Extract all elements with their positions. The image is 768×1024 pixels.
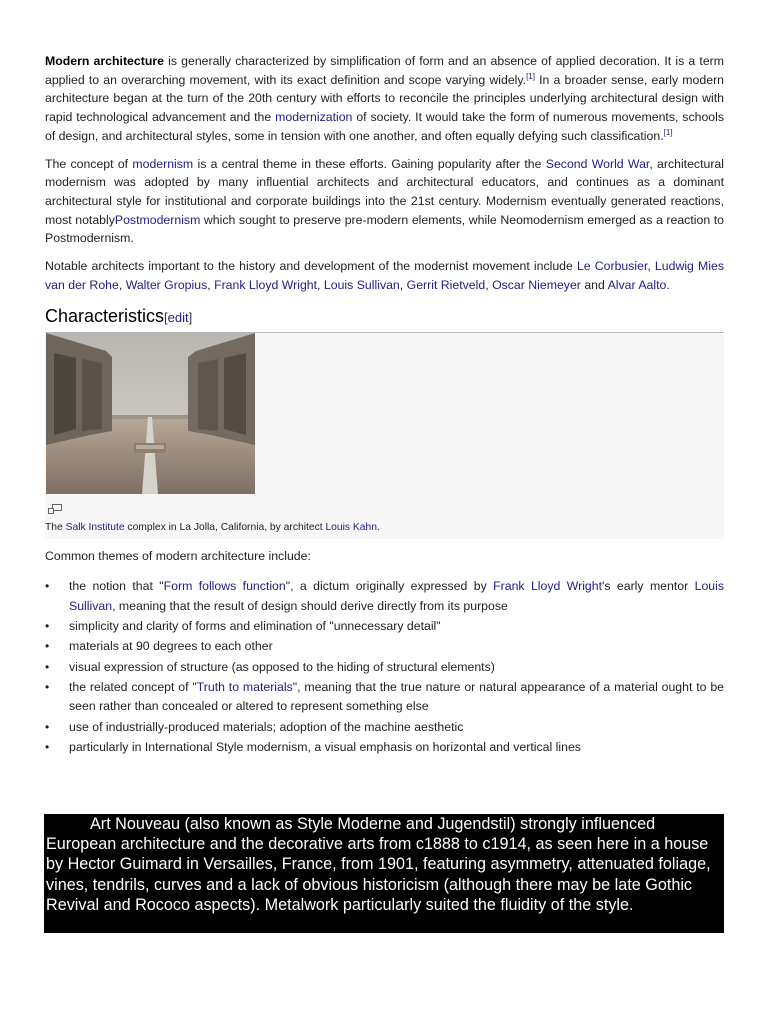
link-architect[interactable]: Le Corbusier: [576, 259, 648, 274]
link-architect[interactable]: Louis Sullivan: [323, 277, 400, 292]
section-title: Characteristics: [45, 306, 165, 327]
modernism-paragraph: [45, 155, 724, 249]
list-item: [45, 577, 724, 616]
caption-text: .: [376, 522, 380, 534]
caption-text: The: [45, 522, 66, 534]
link-second-world-war[interactable]: Second World War: [545, 156, 650, 171]
item-text: , meaning that the result of design should derive directly from its purpose: [112, 598, 508, 613]
link-architect[interactable]: Alvar Aalto: [607, 277, 667, 292]
edit-bracket-open: [: [164, 310, 168, 326]
article-body: [45, 52, 724, 758]
enlarge-icon[interactable]: [48, 504, 62, 514]
edit-section: [164, 310, 192, 325]
list-item: [45, 617, 724, 636]
item-text: particularly in International Style modernism, a visual emphasis on horizontal and vertical lines: [69, 739, 581, 754]
section-heading: [45, 303, 724, 333]
salk-institute-photo[interactable]: [46, 333, 255, 494]
list-item: [45, 738, 724, 757]
link-truth-to-materials[interactable]: Truth to materials: [196, 679, 293, 694]
figure-caption: [45, 522, 380, 533]
modernism-text-1: The concept of: [45, 156, 133, 171]
item-text: ", meaning that the true nature or natural appearance of a material ought to be seen rather than concealed or altered to represent something else: [69, 679, 724, 714]
item-text: simplicity and clarity of forms and elimination of "unnecessary detail": [69, 619, 441, 634]
item-text: 's early mentor: [602, 579, 695, 594]
list-item: [45, 658, 724, 677]
bullet: •: [45, 739, 50, 754]
intro-text-3: of society. It would take the form of numerous movements, schools of design, and architectural styles, some in tension with one another, and often equally defying such classification.: [45, 110, 725, 143]
art-nouveau-text: Art Nouveau (also known as Style Moderne and Jugendstil) strongly influenced European architecture and the decorative arts from c1888 to c1914, as seen here in a house by Hector Guimard in Versailles, France, from 1901, featuring asymmetry, attenuated foliage, vines, tendrils, curves and a lack of obvious historicism (although there may be late Gothic Revival and Rococo aspects). Metalwork particularly suited the fluidity of the style.: [46, 815, 711, 914]
item-text: visual expression of structure (as opposed to the hiding of structural elements): [69, 659, 495, 674]
bullet: •: [45, 639, 50, 654]
themes-list: [45, 577, 724, 757]
edit-link[interactable]: edit: [167, 310, 189, 326]
link-architect[interactable]: Oscar Niemeyer: [492, 277, 581, 292]
link-form-follows-function[interactable]: Form follows function: [163, 579, 286, 594]
themes-intro: Common themes of modern architecture include:: [45, 549, 311, 564]
item-text: the related concept of ": [69, 679, 197, 694]
link-postmodernism[interactable]: Postmodernism: [114, 212, 201, 227]
bold-term: Modern architecture: [45, 54, 164, 68]
bullet: •: [45, 679, 50, 694]
link-architect[interactable]: Frank Lloyd Wright: [214, 277, 318, 292]
reference-link[interactable]: [1]: [663, 127, 673, 137]
sentence-end: .: [666, 277, 670, 292]
item-text: the notion that ": [69, 579, 164, 594]
figure: [45, 333, 724, 539]
link-frank-lloyd-wright[interactable]: Frank Lloyd Wright: [493, 579, 603, 594]
link-salk-institute[interactable]: Salk Institute: [65, 522, 125, 534]
intro-paragraph: [45, 52, 724, 146]
link-louis-kahn[interactable]: Louis Kahn: [325, 522, 377, 534]
link-modernism[interactable]: modernism: [132, 156, 194, 171]
modernism-text-2: is a central theme in these efforts. Gaining popularity after the: [193, 156, 546, 171]
architects-text: Notable architects important to the history and development of the modernist movement include: [45, 259, 577, 274]
bullet: •: [45, 719, 50, 734]
bullet: •: [45, 579, 50, 594]
intro-text-1: is generally characterized by simplification of form and an absence of applied decoration. It is a term applied to an overarching movement, with its exact definition and scope varying widely.: [45, 54, 724, 87]
bullet: •: [45, 659, 50, 674]
architects-paragraph: Notable architects important to the history and development of the modernist movement include Le Corbusier, Ludwig Mies van der Rohe, Walter Gropius, Frank Lloyd Wright, Louis Sullivan, Gerrit Rietveld, Oscar Niemeyer and Alvar Aalto.: [45, 259, 724, 292]
list-item: [45, 678, 724, 717]
joiner-and: and: [580, 277, 608, 292]
list-item: [45, 718, 724, 737]
link-louis-sullivan[interactable]: Louis Sullivan: [69, 579, 725, 613]
item-text: use of industrially-produced materials; adoption of the machine aesthetic: [69, 719, 464, 734]
intro-text-2: In a broader sense, early modern architecture began at the turn of the 20th century with efforts to reconcile the principles underlying architectural design with rapid technological advancement and the: [45, 72, 725, 125]
art-nouveau-text-box: [44, 814, 724, 933]
link-modernization[interactable]: modernization: [275, 110, 353, 125]
modernism-text-4: which sought to preserve pre-modern elements, while Neomodernism emerged as a reaction to Postmodernism.: [45, 212, 724, 246]
item-text: ", a dictum originally expressed by: [285, 579, 494, 594]
caption-text: complex in La Jolla, California, by architect: [124, 522, 326, 534]
bullet: •: [45, 619, 50, 634]
link-architect[interactable]: Walter Gropius: [125, 277, 208, 292]
modernism-text-3: , architectural modernism was adopted by many influential architects and architectural educators, and continues as a dominant architectural style for institutional and corporate buildings into the 21st century. Modernism eventually generated reactions, most notably: [45, 156, 725, 227]
item-text: materials at 90 degrees to each other: [69, 639, 273, 654]
list-item: [45, 637, 724, 656]
link-architect[interactable]: Gerrit Rietveld: [406, 277, 486, 292]
link-architect[interactable]: Ludwig Mies van der Rohe: [45, 259, 724, 292]
edit-bracket-close: ]: [188, 310, 193, 326]
reference-link[interactable]: [1]: [526, 71, 535, 81]
